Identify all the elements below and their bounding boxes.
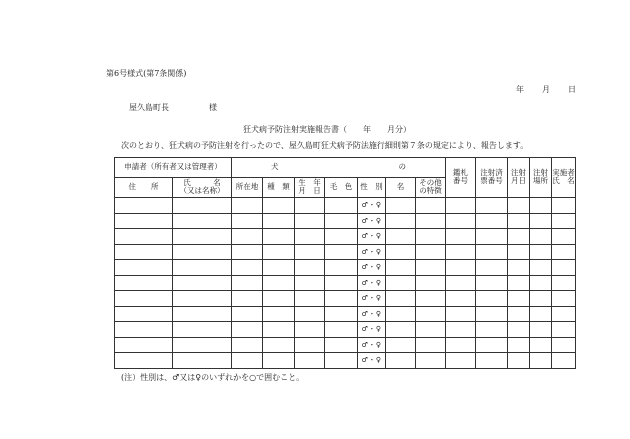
table-cell[interactable] [552, 291, 576, 307]
table-cell[interactable] [552, 198, 576, 214]
table-cell[interactable] [115, 291, 173, 307]
table-cell[interactable] [530, 229, 552, 245]
table-cell[interactable] [325, 260, 358, 276]
table-cell[interactable] [386, 322, 416, 338]
table-cell[interactable] [173, 229, 232, 245]
table-cell[interactable] [386, 260, 416, 276]
table-cell[interactable] [416, 337, 446, 353]
table-cell[interactable] [386, 229, 416, 245]
table-cell[interactable] [530, 275, 552, 291]
table-cell[interactable] [530, 337, 552, 353]
sex-option[interactable]: ♂・♀ [358, 322, 386, 338]
form-number: 第6号様式(第7条関係) [106, 69, 187, 78]
table-cell[interactable] [173, 353, 232, 369]
vet-name-header: 実施者 氏 名 [552, 158, 576, 198]
tag-number-header: 鑑札 番号 [446, 158, 476, 198]
table-cell[interactable] [476, 337, 508, 353]
table-cell[interactable] [476, 260, 508, 276]
table-cell[interactable] [173, 260, 232, 276]
table-cell[interactable] [446, 322, 476, 338]
table-cell[interactable] [295, 198, 325, 214]
sex-option[interactable]: ♂・♀ [358, 353, 386, 369]
table-cell[interactable] [173, 198, 232, 214]
applicant-group-header: 申請者（所有者又は管理者） [115, 158, 232, 178]
table-cell[interactable] [446, 229, 476, 245]
table-cell[interactable] [476, 291, 508, 307]
coat-color-header: 毛 色 [325, 178, 358, 198]
dog-group-header: 犬 の [232, 158, 446, 178]
table-cell[interactable] [508, 353, 530, 369]
table-cell[interactable] [386, 291, 416, 307]
table-cell[interactable] [508, 291, 530, 307]
table-cell[interactable] [263, 306, 295, 322]
table-cell[interactable] [232, 198, 263, 214]
table-cell[interactable] [232, 322, 263, 338]
table-cell[interactable] [552, 260, 576, 276]
table-cell[interactable] [173, 244, 232, 260]
intro-text: 次のとおり、狂犬病の予防注射を行ったので、屋久島町狂犬病予防法施行細則第７条の規定により、報告します。 [121, 141, 529, 150]
table-cell[interactable] [173, 213, 232, 229]
table-cell[interactable] [115, 229, 173, 245]
table-cell[interactable] [508, 198, 530, 214]
vaccination-report-table [114, 157, 576, 369]
table-cell[interactable] [416, 213, 446, 229]
table-cell[interactable] [325, 353, 358, 369]
table-cell[interactable] [173, 306, 232, 322]
table-cell[interactable] [530, 244, 552, 260]
table-cell[interactable] [295, 291, 325, 307]
table-cell[interactable] [446, 275, 476, 291]
document-title: 狂犬病予防注射実施報告書（ 年 月分） [243, 125, 411, 134]
table-cell[interactable] [446, 198, 476, 214]
table-cell[interactable] [386, 198, 416, 214]
table-cell[interactable] [508, 275, 530, 291]
table-cell[interactable] [115, 306, 173, 322]
table-cell[interactable] [325, 322, 358, 338]
date-day-label: 日 [568, 85, 576, 94]
table-cell[interactable] [263, 353, 295, 369]
table-cell[interactable] [295, 260, 325, 276]
sex-option[interactable]: ♂・♀ [358, 260, 386, 276]
table-cell[interactable] [386, 353, 416, 369]
table-cell[interactable] [476, 198, 508, 214]
table-cell[interactable] [232, 353, 263, 369]
table-cell[interactable] [552, 353, 576, 369]
sex-option[interactable]: ♂・♀ [358, 275, 386, 291]
certificate-number-header: 注射済 票番号 [476, 158, 508, 198]
table-cell[interactable] [416, 229, 446, 245]
table-row [115, 353, 576, 369]
table-cell[interactable] [530, 306, 552, 322]
table-cell[interactable] [232, 213, 263, 229]
table-cell[interactable] [173, 291, 232, 307]
table-cell[interactable] [263, 275, 295, 291]
table-cell[interactable] [552, 337, 576, 353]
table-cell[interactable] [508, 244, 530, 260]
table-cell[interactable] [476, 322, 508, 338]
footnote: (注）性別は、♂又は♀のいずれかを○で囲むこと。 [121, 373, 305, 382]
table-cell[interactable] [263, 244, 295, 260]
sex-option[interactable]: ♂・♀ [358, 198, 386, 214]
table-cell[interactable] [263, 322, 295, 338]
table-cell[interactable] [530, 198, 552, 214]
table-cell[interactable] [232, 306, 263, 322]
sex-option[interactable]: ♂・♀ [358, 244, 386, 260]
table-cell[interactable] [173, 337, 232, 353]
table-row [115, 229, 576, 245]
table-cell[interactable] [530, 213, 552, 229]
table-cell[interactable] [232, 337, 263, 353]
location-header: 所在地 [232, 178, 263, 198]
table-cell[interactable] [386, 213, 416, 229]
table-cell[interactable] [446, 291, 476, 307]
owner-name-header: 氏 名 （又は名称） [173, 178, 232, 198]
table-cell[interactable] [416, 353, 446, 369]
table-cell[interactable] [476, 213, 508, 229]
table-cell[interactable] [232, 244, 263, 260]
table-cell[interactable] [263, 198, 295, 214]
table-cell[interactable] [173, 322, 232, 338]
table-cell[interactable] [416, 260, 446, 276]
table-cell[interactable] [295, 213, 325, 229]
birthdate-header: 生 年 月 日 [295, 178, 325, 198]
sex-option[interactable]: ♂・♀ [358, 291, 386, 307]
table-cell[interactable] [325, 198, 358, 214]
table-cell[interactable] [508, 322, 530, 338]
table-cell[interactable] [416, 198, 446, 214]
table-cell[interactable] [325, 244, 358, 260]
table-cell[interactable] [386, 275, 416, 291]
table-cell[interactable] [476, 306, 508, 322]
table-cell[interactable] [115, 337, 173, 353]
table-cell[interactable] [295, 337, 325, 353]
table-cell[interactable] [295, 229, 325, 245]
table-row [115, 322, 576, 338]
table-cell[interactable] [115, 275, 173, 291]
injection-place-header: 注射 場所 [530, 158, 552, 198]
table-cell[interactable] [325, 275, 358, 291]
table-row [115, 260, 576, 276]
table-cell[interactable] [446, 260, 476, 276]
table-cell[interactable] [446, 244, 476, 260]
table-cell[interactable] [476, 244, 508, 260]
table-cell[interactable] [115, 198, 173, 214]
table-cell[interactable] [263, 229, 295, 245]
table-cell[interactable] [173, 275, 232, 291]
table-cell[interactable] [446, 306, 476, 322]
sex-option[interactable]: ♂・♀ [358, 213, 386, 229]
table-cell[interactable] [325, 306, 358, 322]
table-cell[interactable] [325, 229, 358, 245]
table-cell[interactable] [386, 337, 416, 353]
table-cell[interactable] [416, 244, 446, 260]
injection-date-header: 注射 月日 [508, 158, 530, 198]
table-cell[interactable] [115, 322, 173, 338]
features-header: その他 の特徴 [416, 178, 446, 198]
table-cell[interactable] [508, 260, 530, 276]
table-cell[interactable] [476, 275, 508, 291]
table-cell[interactable] [552, 322, 576, 338]
table-cell[interactable] [295, 275, 325, 291]
table-cell[interactable] [530, 353, 552, 369]
table-cell[interactable] [263, 291, 295, 307]
table-cell[interactable] [552, 229, 576, 245]
table-cell[interactable] [508, 306, 530, 322]
table-cell[interactable] [232, 291, 263, 307]
table-cell[interactable] [446, 213, 476, 229]
table-cell[interactable] [416, 322, 446, 338]
table-row [115, 291, 576, 307]
date-year-label: 年 [516, 85, 524, 94]
table-cell[interactable] [476, 229, 508, 245]
table-cell[interactable] [263, 213, 295, 229]
table-cell[interactable] [232, 275, 263, 291]
table-cell[interactable] [295, 244, 325, 260]
table-row [115, 275, 576, 291]
table-row [115, 213, 576, 229]
sex-option[interactable]: ♂・♀ [358, 337, 386, 353]
table-cell[interactable] [232, 229, 263, 245]
addressee: 屋久島町長 様 [129, 103, 217, 112]
table-cell[interactable] [552, 275, 576, 291]
table-cell[interactable] [416, 291, 446, 307]
dog-name-header: 名 [386, 178, 416, 198]
sex-option[interactable]: ♂・♀ [358, 229, 386, 245]
table-cell[interactable] [325, 291, 358, 307]
table-cell[interactable] [416, 275, 446, 291]
table-cell[interactable] [263, 337, 295, 353]
table-cell[interactable] [295, 353, 325, 369]
table-cell[interactable] [115, 213, 173, 229]
table-cell[interactable] [115, 353, 173, 369]
table-cell[interactable] [552, 306, 576, 322]
address-header: 住 所 [115, 178, 173, 198]
table-row [115, 306, 576, 322]
table-cell[interactable] [446, 337, 476, 353]
table-cell[interactable] [325, 337, 358, 353]
breed-header: 種 類 [263, 178, 295, 198]
table-cell[interactable] [295, 322, 325, 338]
sex-header: 性 別 [358, 178, 386, 198]
table-cell[interactable] [508, 229, 530, 245]
table-cell[interactable] [325, 213, 358, 229]
table-cell[interactable] [552, 213, 576, 229]
table-cell[interactable] [416, 306, 446, 322]
table-cell[interactable] [530, 291, 552, 307]
table-cell[interactable] [530, 322, 552, 338]
table-cell[interactable] [115, 260, 173, 276]
table-cell[interactable] [232, 260, 263, 276]
table-cell[interactable] [263, 260, 295, 276]
date-line [516, 86, 576, 94]
table-cell[interactable] [386, 244, 416, 260]
table-cell[interactable] [115, 244, 173, 260]
table-cell[interactable] [446, 353, 476, 369]
table-cell[interactable] [508, 213, 530, 229]
table-cell[interactable] [530, 260, 552, 276]
table-row [115, 337, 576, 353]
sex-option[interactable]: ♂・♀ [358, 306, 386, 322]
table-row [115, 244, 576, 260]
table-cell[interactable] [508, 337, 530, 353]
date-month-label: 月 [542, 85, 550, 94]
table-cell[interactable] [476, 353, 508, 369]
table-cell[interactable] [386, 306, 416, 322]
table-cell[interactable] [552, 244, 576, 260]
table-row [115, 198, 576, 214]
table-cell[interactable] [295, 306, 325, 322]
